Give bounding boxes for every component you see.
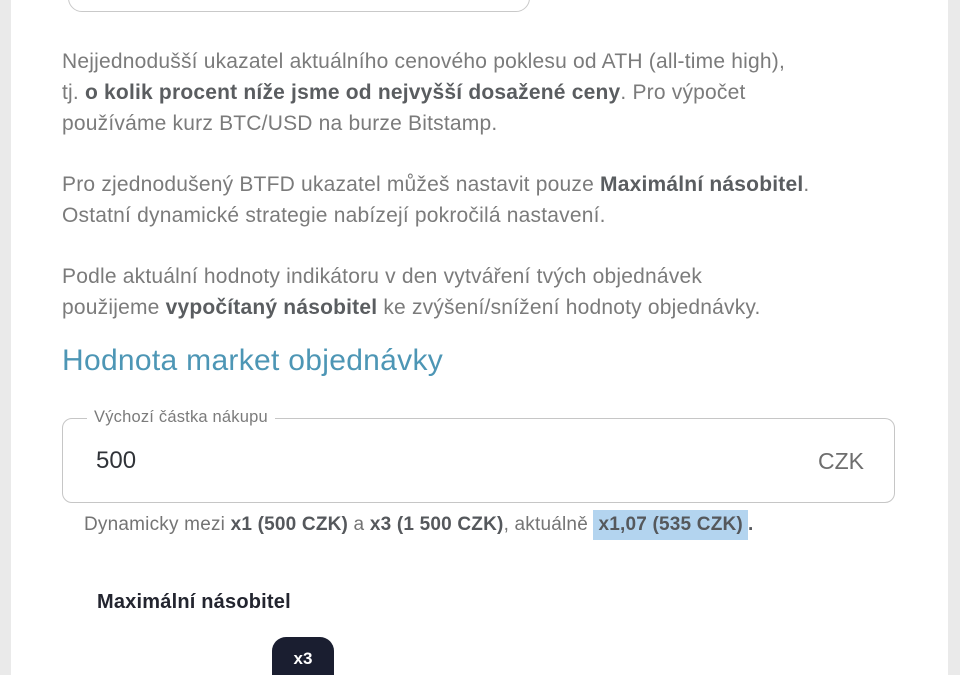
currency-suffix: CZK — [818, 448, 864, 474]
section-title-market-order-value: Hodnota market objednávky — [62, 344, 444, 377]
content-card — [11, 0, 948, 675]
max-multiplier-label: Maximální násobitel — [97, 591, 291, 613]
base-amount-input[interactable] — [96, 447, 696, 475]
paragraph-btfd-settings: Pro zjednodušený BTFD ukazatel můžeš nastavit pouze Maximální násobitel. Ostatní dynamické strategie nabízejí pokročilá nastavení. — [62, 173, 810, 227]
intro-text — [62, 46, 922, 353]
base-amount-field[interactable] — [62, 408, 895, 503]
paragraph-multiplier-usage: Podle aktuální hodnoty indikátoru v den vytváření tvých objednávek použijeme vypočítaný násobitel ke zvýšení/snížení hodnoty objednávky. — [62, 265, 761, 319]
slider-thumb-value: x3 — [293, 649, 313, 668]
current-multiplier-highlight: x1,07 (535 CZK) — [593, 510, 748, 540]
paragraph-ath-indicator: Nejjednodušší ukazatel aktuálního cenového poklesu od ATH (all-time high), tj. o kolik procent níže jsme od nejvyšší dosažené ceny. Pro výpočet používáme kurz BTC/USD na burze Bitstamp. — [62, 50, 785, 135]
slider-thumb-x3[interactable] — [272, 637, 334, 675]
cropped-field-above[interactable] — [68, 0, 530, 12]
base-amount-label: Výchozí částka nákupu — [87, 408, 275, 427]
min-multiplier-value: x1 (500 CZK) — [230, 514, 349, 535]
dynamic-range-helper: Dynamicky mezi x1 (500 CZK) a x3 (1 500 CZK), aktuálně x1,07 (535 CZK) . — [84, 514, 753, 536]
max-multiplier-value: x3 (1 500 CZK) — [369, 514, 504, 535]
